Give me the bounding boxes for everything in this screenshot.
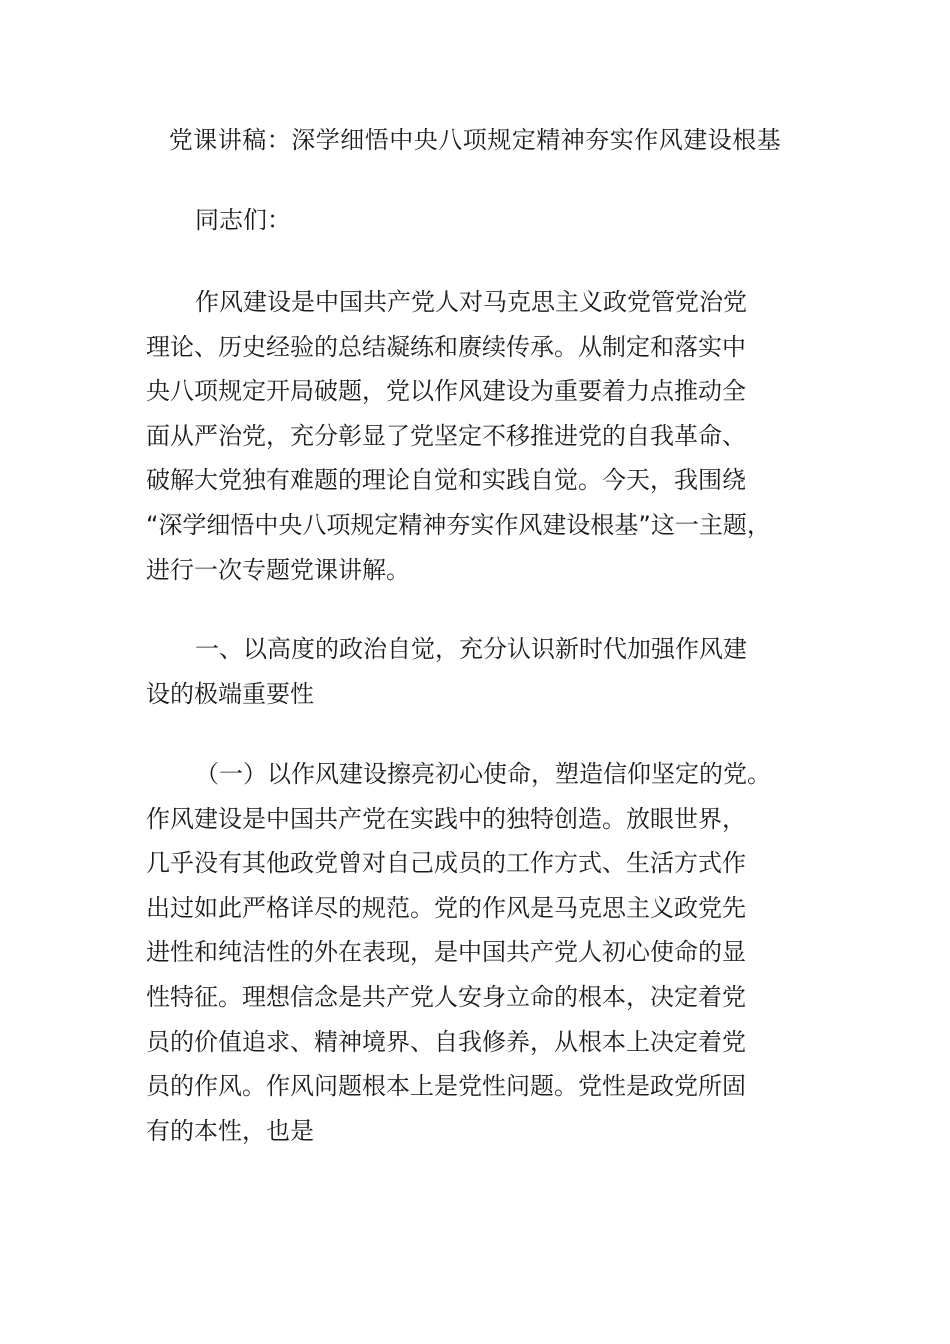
- paragraph-line: 破解大党独有难题的理论自觉和实践自觉。今天，我围绕: [146, 466, 746, 495]
- paragraph-line: 面从严治党，充分彰显了党坚定不移推进党的自我革命、: [146, 421, 746, 450]
- paragraph-line: 员的作风。作风问题根本上是党性问题。党性是政党所固: [146, 1072, 746, 1101]
- paragraph-line: 央八项规定开局破题，党以作风建设为重要着力点推动全: [146, 377, 746, 406]
- greeting: 同志们：: [195, 206, 291, 234]
- paragraph-line: 出过如此严格详尽的规范。党的作风是马克思主义政党先: [146, 893, 746, 922]
- paragraph-line: 几乎没有其他政党曾对自己成员的工作方式、生活方式作: [146, 849, 746, 878]
- paragraph-line: 员的价值追求、精神境界、自我修养，从根本上决定着党: [146, 1027, 746, 1056]
- paragraph-line: 有的本性，也是: [146, 1116, 314, 1145]
- heading-line: 一、以高度的政治自觉，充分认识新时代加强作风建: [195, 635, 747, 663]
- heading-line: 设的极端重要性: [146, 679, 314, 708]
- paragraph-line: 作风建设是中国共产党人对马克思主义政党管党治党: [195, 288, 747, 316]
- paragraph-line: 进性和纯洁性的外在表现，是中国共产党人初心使命的显: [146, 938, 746, 967]
- paragraph-section-1-1: [146, 752, 806, 1153]
- paragraph-line: “深学细悟中央八项规定精神夯实作风建设根基”这一主题，: [146, 510, 771, 539]
- document-title: 党课讲稿：深学细悟中央八项规定精神夯实作风建设根基: [168, 126, 782, 154]
- paragraph-intro: [146, 280, 806, 592]
- paragraph-line: 性特征。理想信念是共产党人安身立命的根本，决定着党: [146, 982, 746, 1011]
- paragraph-line: 作风建设是中国共产党在实践中的独特创造。放眼世界，: [146, 804, 746, 833]
- paragraph-line: 进行一次专题党课讲解。: [146, 555, 410, 584]
- paragraph-line: 理论、历史经验的总结凝练和赓续传承。从制定和落实中: [146, 332, 746, 361]
- section-heading-1: [146, 627, 806, 716]
- paragraph-line: （一）以作风建设擦亮初心使命，塑造信仰坚定的党。: [195, 760, 771, 788]
